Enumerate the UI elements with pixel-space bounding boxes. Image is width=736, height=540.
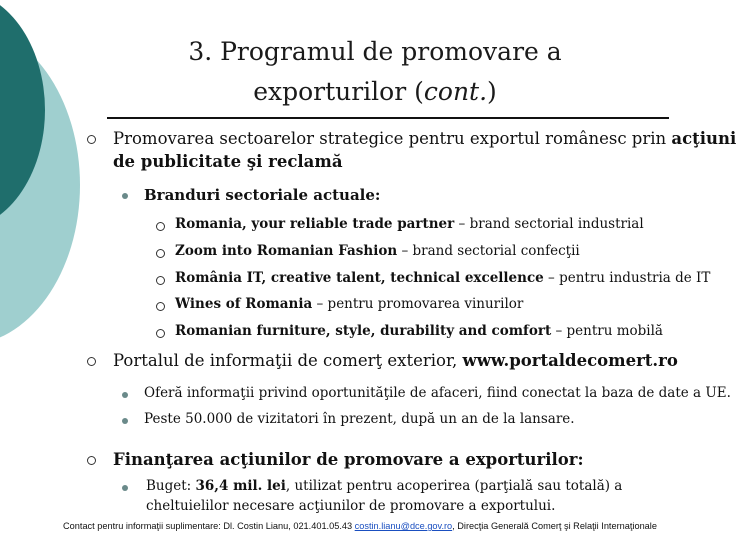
- portal-item: Peste 50.000 de vizitatori în prezent, după un an de la lansare.: [144, 411, 575, 427]
- section3-heading: Finanţarea acţiunilor de promovare a exporturilor:: [113, 450, 584, 469]
- page-title: [100, 32, 650, 112]
- email-link[interactable]: costin.lianu@dce.gov.ro: [354, 521, 453, 531]
- bullet-ring-icon: [156, 276, 165, 285]
- bullet-ring-icon: [156, 222, 165, 231]
- bullet-dot-icon: [122, 193, 128, 199]
- bullet-dot-icon: [122, 392, 128, 398]
- bullet-ring-icon: [156, 302, 165, 311]
- bullet-ring-icon: [87, 135, 96, 144]
- brands-subheading: Branduri sectoriale actuale:: [144, 186, 381, 204]
- decorative-circles: [0, 0, 80, 540]
- bullet-ring-icon: [87, 456, 96, 465]
- bullet-dot-icon: [122, 418, 128, 424]
- brand-item: Romania, your reliable trade partner – brand sectorial industrial: [175, 216, 644, 232]
- brand-item: Wines of Romania – pentru promovarea vinurilor: [175, 296, 524, 312]
- section1-line1: Promovarea sectoarelor strategice pentru exportul românesc prin acţiuni: [113, 129, 736, 148]
- title-divider: [107, 117, 669, 119]
- brand-item: Zoom into Romanian Fashion – brand sectorial confecţii: [175, 243, 580, 259]
- bullet-dot-icon: [122, 485, 128, 491]
- bullet-ring-icon: [156, 249, 165, 258]
- brand-item: România IT, creative talent, technical excellence – pentru industria de IT: [175, 270, 711, 286]
- section1-line2: de publicitate şi reclamă: [113, 152, 343, 171]
- title-line-1: 3. Programul de promovare a: [188, 37, 562, 66]
- contact-footer: Contact pentru informaţii suplimentare: Dl. Costin Lianu, 021.401.05.43 costin.lianu@dce.gov.ro, Direcţia Generală Comerţ şi Relaţii Internaţionale: [63, 521, 657, 531]
- title-line-2: exporturilor (cont.): [253, 77, 497, 106]
- bullet-ring-icon: [87, 357, 96, 366]
- bullet-ring-icon: [156, 329, 165, 338]
- brand-item: Romanian furniture, style, durability and comfort – pentru mobilă: [175, 323, 663, 339]
- portal-item: Oferă informaţii privind oportunităţile de afaceri, fiind conectat la baza de date a UE.: [144, 385, 731, 401]
- section2-heading: Portalul de informaţii de comerţ exterior, www.portaldecomert.ro: [113, 351, 678, 370]
- budget-line-2: cheltuielilor necesare acţiunilor de promovare a exportului.: [146, 498, 556, 514]
- budget-line-1: Buget: 36,4 mil. lei, utilizat pentru acoperirea (parţială sau totală) a: [146, 478, 623, 494]
